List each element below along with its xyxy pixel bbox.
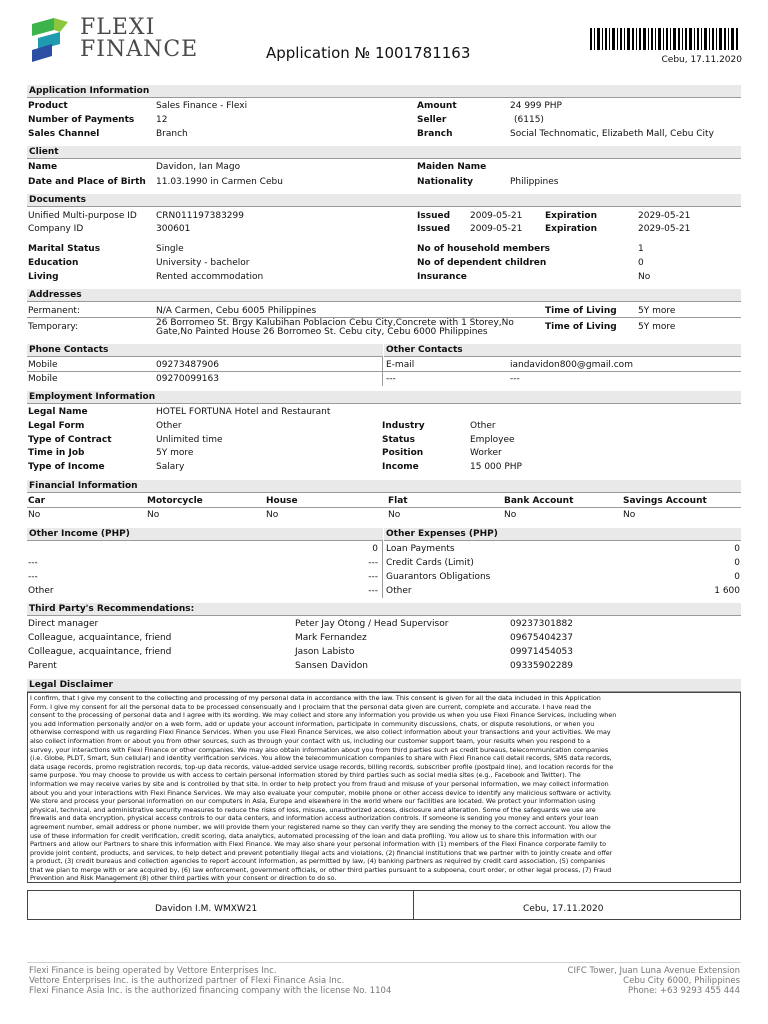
expense-row-4-value: 1 600 — [714, 586, 740, 596]
legal-line: consent to the processing of personal data and I agree with its wording. We may collect and store any information you provide us when you use Flexi Finance Services, including when — [30, 711, 617, 720]
financial-value-flat: No — [388, 510, 401, 520]
legal-line: that we plan to merge with or are acquired by, (6) law enforcement, government officials, or other third parties pursuant to a subpoena, court order, or other legal process, (7) Fraud — [30, 865, 612, 874]
expense-row-3-value: 0 — [734, 572, 740, 582]
mobile-value-1: 09273487906 — [156, 360, 219, 370]
reference-3-phone: 09971454053 — [510, 647, 573, 657]
footer-left — [29, 966, 391, 996]
footer-right-line1: CIFC Tower, Juan Luna Avenue Extension — [567, 966, 740, 976]
household-label: No of household members — [417, 244, 550, 254]
reference-3-relation: Colleague, acquaintance, friend — [28, 647, 172, 657]
legal-line: you add information personally and/or on a web form, add or update your account information, participate in community discussions, chats, or dispute resolutions, or when you — [30, 719, 595, 728]
section-other-income: Other Income (PHP) — [27, 528, 383, 541]
barcode-icon — [590, 28, 740, 50]
insurance-label: Insurance — [417, 272, 467, 282]
page-title: Application № 1001781163 — [266, 44, 471, 62]
product-label: Product — [28, 101, 68, 111]
income-row-1-value: 0 — [372, 544, 378, 554]
legal-line: survey, your interactions with Flexi Finance or other companies. We may also obtain information about you from third parties such as credit bureaus, telecommunication companies — [30, 745, 609, 754]
permanent-address: N/A Carmen, Cebu 6005 Philippines — [156, 306, 317, 316]
mobile-value-2: 09270099163 — [156, 374, 219, 384]
amount-label: Amount — [417, 101, 457, 111]
section-financial: Financial Information — [27, 480, 741, 493]
income-type-label: Type of Income — [28, 462, 105, 472]
section-third-party: Third Party's Recommendations: — [27, 603, 741, 616]
company-id-label: Company ID — [28, 224, 84, 234]
email-value: iandavidon800@gmail.com — [510, 360, 633, 370]
reference-1-name: Peter Jay Otong / Head Supervisor — [295, 619, 449, 629]
birth-label: Date and Place of Birth — [28, 177, 146, 187]
income-row-3-label: --- — [28, 572, 38, 582]
signature-divider — [413, 890, 414, 920]
position-value: Worker — [470, 448, 502, 458]
header-place-date: Cebu, 17.11.2020 — [661, 55, 742, 65]
legal-line: also collect information from or about you from other sources, such as through your contact with us, including our customer support team, your results when you respond to a — [30, 736, 591, 745]
section-addresses: Addresses — [27, 289, 741, 302]
reference-2-name: Mark Fernandez — [295, 633, 367, 643]
financial-header-savings: Savings Account — [623, 496, 707, 506]
permanent-label: Permanent: — [28, 306, 80, 316]
company-id-value: 300601 — [156, 224, 191, 234]
reference-4-name: Sansen Davidon — [295, 661, 368, 671]
signature-place-date: Cebu, 17.11.2020 — [523, 904, 604, 914]
branch-value: Social Technomatic, Elizabeth Mall, Cebu City — [510, 129, 714, 139]
financial-header-house: House — [266, 496, 298, 506]
logo — [28, 16, 198, 66]
legal-line: a product, (3) credit bureaus and collection agencies to report account information, as permitted by law, (4) banking partners as required by credit card association, (5) companies — [30, 857, 606, 866]
email-label: E-mail — [386, 360, 415, 370]
legal-line: firewalls and data encryption, physical access controls to our data centers, and information access authorization controls. If someone is sending you money and enters your loan — [30, 814, 599, 823]
section-employment: Employment Information — [27, 391, 741, 404]
seller-label: Seller — [417, 115, 447, 125]
umid-issued-value: 2009-05-21 — [470, 211, 523, 221]
footer-divider — [27, 962, 741, 963]
footer-right-line3: Phone: +63 9293 455 444 — [627, 986, 740, 996]
mobile-label-2: Mobile — [28, 374, 58, 384]
expense-row-3-label: Guarantors Obligations — [386, 572, 491, 582]
insurance-value: No — [638, 272, 651, 282]
expense-row-1-value: 0 — [734, 544, 740, 554]
expense-row-1-label: Loan Payments — [386, 544, 455, 554]
financial-header-motorcycle: Motorcycle — [147, 496, 203, 506]
name-label: Name — [28, 162, 58, 172]
income-label: Income — [382, 462, 419, 472]
footer-left-line2: Vettore Enterprises Inc. is the authorized partner of Flexi Finance Asia Inc. — [29, 976, 345, 986]
signature-box — [27, 890, 741, 920]
temporary-time-label: Time of Living — [545, 322, 617, 332]
payments-label: Number of Payments — [28, 115, 135, 125]
section-client: Client — [27, 146, 741, 159]
other-contact-value: --- — [510, 374, 520, 384]
birth-value: 11.03.1990 in Carmen Cebu — [156, 177, 283, 187]
sales-channel-label: Sales Channel — [28, 129, 100, 139]
section-legal-disclaimer: Legal Disclaimer — [27, 679, 741, 692]
maiden-name-label: Maiden Name — [417, 162, 487, 172]
reference-4-relation: Parent — [28, 661, 57, 671]
legal-line: data usage records, promo registration records, top-up data records, value-added service usage records, billing records, subscriber profile (postpaid line), and location records for the — [30, 762, 614, 771]
time-in-job-label: Time in Job — [28, 448, 85, 458]
income-value: 15 000 PHP — [470, 462, 522, 472]
nationality-label: Nationality — [417, 177, 473, 187]
legal-line: information we may receive varies by site and is controlled by that site. In order to help protect you from fraud and misuse of your personal information, we may collect information — [30, 779, 609, 788]
legal-line: I confirm, that I give my consent to the collecting and processing of my personal data in accordance with the law. This consent is given for all the data included in this Application — [30, 694, 601, 702]
temporary-address-line1: 26 Borromeo St. Brgy Kalubihan Poblacion Cebu City,Concrete with 1 Storey,No — [156, 318, 514, 328]
section-phone-contacts: Phone Contacts — [27, 344, 383, 357]
footer-left-line3: Flexi Finance Asia Inc. is the authorized financing company with the license No. 1104 — [29, 986, 392, 996]
section-other-expenses: Other Expenses (PHP) — [384, 528, 741, 541]
financial-header-flat: Flat — [388, 496, 408, 506]
legal-line: provide joint content, products, and services, to help detect and prevent potentially illegal acts and violations, (2) financial institutions that we partner with to jointly create and offer — [30, 848, 613, 857]
legal-form-label: Legal Form — [28, 421, 85, 431]
financial-header-bank: Bank Account — [504, 496, 574, 506]
legal-line: (i.e. Globe, PLDT, Smart, Sun cellular) and identity verification services. You allow the telecommunication companies to share with Flexi Finance call detail records, SMS data records, — [30, 754, 612, 763]
reference-2-relation: Colleague, acquaintance, friend — [28, 633, 172, 643]
legal-line: about you and your interactions with Flexi Finance Services. We may also evaluate your computer, mobile phone or other access device to identify any malicious software or activity. — [30, 788, 612, 797]
marital-status-value: Single — [156, 244, 184, 254]
legal-line: use of these information for credit verification, credit scoring, data analytics, automated processing of the loan and data profiling. You allow us to share this information with our — [30, 831, 597, 840]
expense-row-2-label: Credit Cards (Limit) — [386, 558, 474, 568]
legal-line: otherwise correspond with us regarding Flexi Finance Services. When you use Flexi Finance Services, we also collect information about your transactions and your activities. We may — [30, 728, 611, 737]
contacts-divider — [382, 357, 383, 386]
financial-divider — [27, 507, 741, 508]
barcode — [590, 28, 740, 50]
living-label: Living — [28, 272, 59, 282]
reference-1-relation: Direct manager — [28, 619, 99, 629]
legal-text-box — [27, 692, 741, 883]
reference-1-phone: 09237301882 — [510, 619, 573, 629]
footer-right-line2: Cebu City 6000, Philippines — [623, 976, 740, 986]
education-label: Education — [28, 258, 79, 268]
financial-value-motorcycle: No — [147, 510, 160, 520]
income-row-4-value: --- — [368, 586, 378, 596]
temporary-address-line2: Gate,No Painted House 26 Borromeo St. Cebu city, Cebu 6000 Philippines — [156, 327, 488, 337]
financial-value-savings: No — [623, 510, 636, 520]
amount-value: 24 999 PHP — [510, 101, 562, 111]
umid-expiration-value: 2029-05-21 — [638, 211, 691, 221]
company-issued-label: Issued — [417, 224, 451, 234]
logo-text-flexi: FLEXI — [80, 15, 156, 40]
time-in-job-value: 5Y more — [156, 448, 194, 458]
household-value: 1 — [638, 244, 644, 254]
legal-line: same purpose. You may choose to provide us with access to certain personal information stored by third parties such as social media sites (e.g., Facebook and Twitter). The — [30, 771, 581, 780]
income-row-4-label: Other — [28, 586, 54, 596]
flexi-finance-logo-icon — [28, 16, 74, 64]
section-documents: Documents — [27, 194, 741, 207]
income-row-3-value: --- — [368, 572, 378, 582]
temporary-time-value: 5Y more — [638, 322, 676, 332]
legal-line: We store and process your personal information on our computers in Asia, Europe and elsewhere in the world where our facilities are located. We protect your information using — [30, 797, 596, 806]
nationality-value: Philippines — [510, 177, 559, 187]
legal-line: Form. I give my consent for all the personal data to be processed consensually and I proclaim that the personal data given are current, complete and accurate. I have read the — [30, 702, 592, 711]
children-value: 0 — [638, 258, 644, 268]
income-type-value: Salary — [156, 462, 185, 472]
permanent-time-value: 5Y more — [638, 306, 676, 316]
children-label: No of dependent children — [417, 258, 547, 268]
financial-value-bank: No — [504, 510, 517, 520]
company-issued-value: 2009-05-21 — [470, 224, 523, 234]
seller-value: (6115) — [514, 115, 544, 125]
phone-row-divider — [27, 371, 741, 372]
footer-right — [500, 966, 740, 996]
expense-row-2-value: 0 — [734, 558, 740, 568]
status-value: Employee — [470, 435, 515, 445]
industry-label: Industry — [382, 421, 425, 431]
permanent-time-label: Time of Living — [545, 306, 617, 316]
legal-line: physical, technical, and administrative security measures to reduce the risks of loss, misuse, unauthorized access, disclosure and alteration. Some of the safeguards we use are — [30, 805, 596, 814]
umid-expiration-label: Expiration — [545, 211, 597, 221]
legal-line: Partners and allow our Partners to share this information with Flexi Finance. We may also share your personal information with (1) members of the Flexi Finance corporate family to — [30, 840, 607, 849]
company-expiration-value: 2029-05-21 — [638, 224, 691, 234]
other-contact-label: --- — [386, 374, 396, 384]
contract-label: Type of Contract — [28, 435, 112, 445]
umid-value: CRN011197383299 — [156, 211, 244, 221]
legal-name-label: Legal Name — [28, 407, 88, 417]
education-value: University - bachelor — [156, 258, 250, 268]
product-value: Sales Finance - Flexi — [156, 101, 248, 111]
reference-3-name: Jason Labisto — [295, 647, 355, 657]
living-value: Rented accommodation — [156, 272, 264, 282]
payments-value: 12 — [156, 115, 168, 125]
sales-channel-value: Branch — [156, 129, 188, 139]
legal-name-value: HOTEL FORTUNA Hotel and Restaurant — [156, 407, 331, 417]
income-row-2-label: --- — [28, 558, 38, 568]
footer-left-line1: Flexi Finance is being operated by Vettore Enterprises Inc. — [29, 966, 277, 976]
reference-2-phone: 09675404237 — [510, 633, 573, 643]
umid-issued-label: Issued — [417, 211, 451, 221]
expense-row-4-label: Other — [386, 586, 412, 596]
branch-label: Branch — [417, 129, 453, 139]
section-other-contacts: Other Contacts — [384, 344, 741, 357]
financial-header-car: Car — [28, 496, 46, 506]
umid-label: Unified Multi-purpose ID — [28, 211, 137, 221]
financial-value-house: No — [266, 510, 279, 520]
legal-form-value: Other — [156, 421, 182, 431]
marital-status-label: Marital Status — [28, 244, 101, 254]
name-value: Davidon, Ian Mago — [156, 162, 241, 172]
logo-text-finance: FINANCE — [80, 37, 199, 62]
signer-name: Davidon I.M. WMXW21 — [155, 904, 258, 914]
legal-line: Prevention and Risk Management (8) other third parties with your consent or direction to do so. — [30, 874, 337, 883]
company-expiration-label: Expiration — [545, 224, 597, 234]
income-row-2-value: --- — [368, 558, 378, 568]
temporary-label: Temporary: — [28, 322, 79, 332]
industry-value: Other — [470, 421, 496, 431]
income-expense-divider — [382, 541, 383, 598]
reference-4-phone: 09335902289 — [510, 661, 573, 671]
mobile-label-1: Mobile — [28, 360, 58, 370]
position-label: Position — [382, 448, 424, 458]
status-label: Status — [382, 435, 415, 445]
contract-value: Unlimited time — [156, 435, 223, 445]
legal-line: agreement number, email address or phone number, we will provide them your registered name so they can verify they are sending the money to the correct account. You allow the — [30, 822, 611, 831]
section-application-information: Application Information — [27, 85, 741, 98]
financial-value-car: No — [28, 510, 41, 520]
